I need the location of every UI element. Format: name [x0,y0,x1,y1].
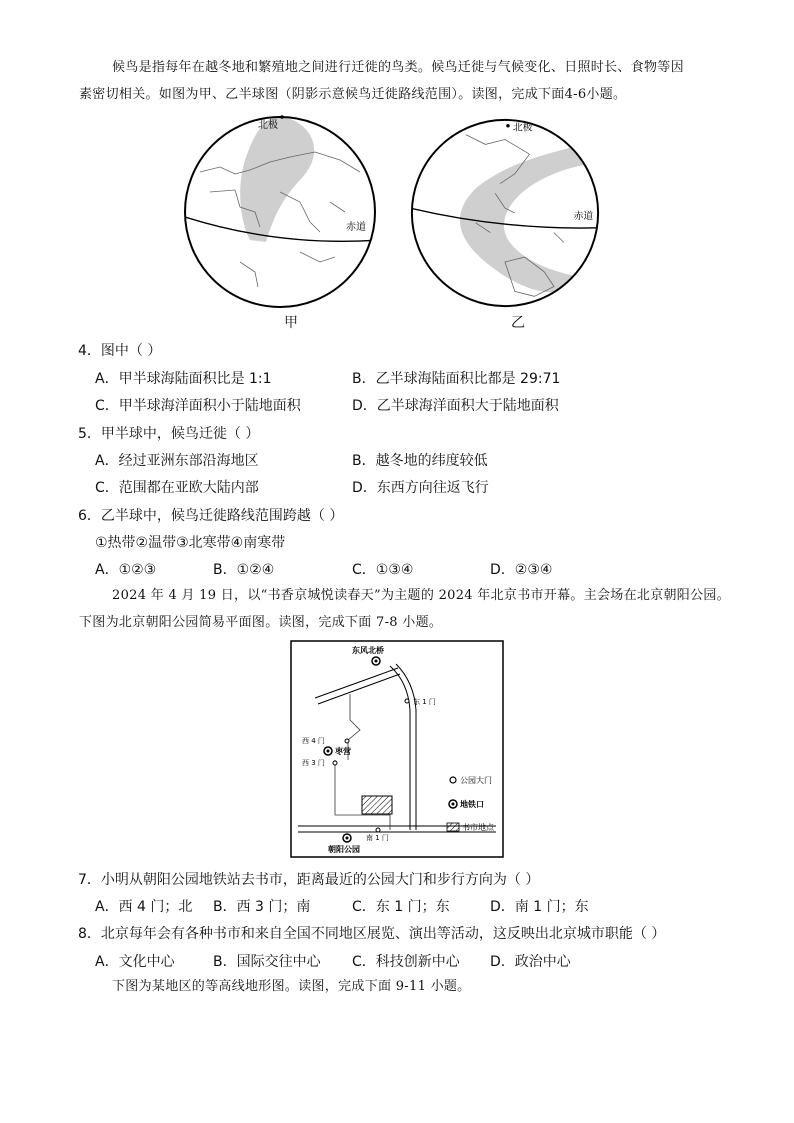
metro-station-dongfengbeiqiao [372,657,380,665]
question-7-stem: 7．小明从朝阳公园地铁站去书市，距离最近的公园大门和步行方向为（ ） [78,872,540,888]
question-4-stem: 4．图中（ ） [78,343,162,359]
q4-option-a[interactable]: A．甲半球海陆面积比是 1:1 [95,371,272,387]
hemisphere-map-yi [407,115,603,311]
caption-jia: 甲 [284,315,298,331]
intro-line-1: 候鸟是指每年在越冬地和繁殖地之间进行迁徙的鸟类。候鸟迁徙与气候变化、日照时长、食物等因 [112,60,684,75]
q8-option-c[interactable]: C．科技创新中心 [352,954,460,970]
gate-west-4: 西 4 门 [302,737,325,745]
question-5-stem: 5．甲半球中，候鸟迁徙（ ） [78,426,260,442]
q5-option-c[interactable]: C．范围都在亚欧大陆内部 [95,480,259,496]
q7-option-c[interactable]: C．东 1 门；东 [352,899,450,915]
q7-option-a[interactable]: A．西 4 门；北 [95,899,193,915]
equator-label: 赤道 [573,210,594,222]
q5-option-d[interactable]: D．东西方向往返飞行 [352,480,489,496]
north-pole-label: 北极 [258,120,278,131]
question-8-stem: 8．北京每年会有各种书市和来自全国不同地区展览、演出等活动，这反映出北京城市职能（ ） [78,926,666,942]
q8-option-a[interactable]: A．文化中心 [95,954,175,970]
q5-option-b[interactable]: B．越冬地的纬度较低 [352,453,488,469]
q4-option-d[interactable]: D．乙半球海洋面积大于陆地面积 [352,398,559,414]
intro-line-2: 素密切相关。如图为甲、乙半球图（阴影示意候鸟迁徙路线范围）。读图，完成下面4-6小题。 [79,87,627,102]
north-pole-label: 北极 [512,122,533,134]
metro-station-zaoying [324,747,332,755]
park-map [290,640,504,858]
hemisphere-map-jia [180,112,380,312]
gate-west-3: 西 3 门 [302,759,325,767]
gate-east-1: 东 1 门 [413,698,436,706]
q8-option-d[interactable]: D．政治中心 [490,954,571,970]
station-label-south: 朝阳公园 [328,845,360,854]
intro2-line-2: 下图为北京朝阳公园简易平面图。读图，完成下面 7-8 小题。 [79,615,443,630]
gate-south-1: 南 1 门 [366,834,389,842]
q6-option-a[interactable]: A．①②③ [95,562,157,578]
metro-station-chaoyang-park [343,834,351,842]
q4-option-c[interactable]: C．甲半球海洋面积小于陆地面积 [95,398,301,414]
q6-option-d[interactable]: D．②③④ [490,562,553,578]
book-fair-site [362,796,392,814]
q8-option-b[interactable]: B．国际交往中心 [213,954,321,970]
q6-items: ①热带②温带③北寒带④南寒带 [95,535,286,551]
question-6-stem: 6．乙半球中，候鸟迁徙路线范围跨越（ ） [78,508,344,524]
station-label-center: 枣营 [335,747,351,756]
q6-option-c[interactable]: C．①③④ [352,562,414,578]
caption-yi: 乙 [511,315,525,331]
station-label-north: 东风北桥 [352,646,384,655]
intro2-line-1: 2024 年 4 月 19 日，以“书香京城悦读春天”为主题的 2024 年北京书市开幕。主会场在北京朝阳公园。 [112,588,730,603]
intro3-line-1: 下图为某地区的等高线地形图。读图，完成下面 9-11 小题。 [112,979,471,994]
q5-option-a[interactable]: A．经过亚洲东部沿海地区 [95,453,259,469]
q4-option-b[interactable]: B．乙半球海陆面积比都是 29:71 [352,371,561,387]
q7-option-b[interactable]: B．西 3 门；南 [213,899,311,915]
q6-option-b[interactable]: B．①②④ [213,562,275,578]
legend-metro: 地铁口 [460,800,484,809]
equator-label: 赤道 [346,222,366,233]
q7-option-d[interactable]: D．南 1 门；东 [490,899,589,915]
legend-gate: 公园大门 [460,776,492,785]
legend-book-fair: 书市地点 [462,823,494,832]
